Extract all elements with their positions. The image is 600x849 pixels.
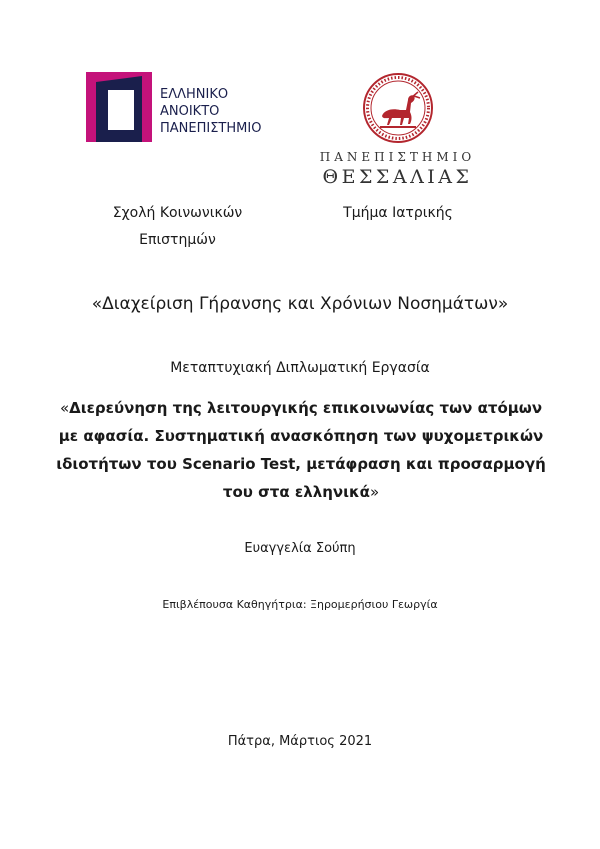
thesis-title xyxy=(56,394,546,506)
uth-seal-icon xyxy=(362,72,434,144)
uth-name-line-1: ΠΑΝΕΠΙΣΤΗΜΙΟ xyxy=(319,150,476,164)
author-name: Ευαγγελία Σούπη xyxy=(244,541,356,556)
eap-line-2: ΑΝΟΙΚΤΟ xyxy=(160,104,220,119)
quote-close: » xyxy=(369,483,380,501)
eap-line-1: ΕΛΛΗΝΙΚΟ xyxy=(160,87,229,102)
quote-open: « xyxy=(59,399,70,417)
thesis-title-text: Διερεύνηση της λειτουργικής επικοινωνίας των ατόμων με αφασία. Συστηματική ανασκόπηση των ψυχομετρικών ιδιοτήτων του Scenario Test, μετάφραση και προσαρμογή του στα ελληνικά xyxy=(56,399,546,501)
department-name: Τμήμα Ιατρικής xyxy=(343,205,453,221)
eap-line-3: ΠΑΝΕΠΙΣΤΗΜΙΟ xyxy=(160,121,262,136)
program-title: «Διαχείριση Γήρανσης και Χρόνιων Νοσημάτων» xyxy=(91,294,509,314)
supervisor: Επιβλέπουσα Καθηγήτρια: Ξηρομερήσιου Γεωργία xyxy=(162,598,438,611)
school-name: Σχολή Κοινωνικών Επιστημών xyxy=(112,205,243,248)
eap-logo-text xyxy=(160,86,290,137)
thesis-type: Μεταπτυχιακή Διπλωματική Εργασία xyxy=(170,360,430,376)
uth-name-line-2: ΘΕΣΣΑΛΙΑΣ xyxy=(322,166,473,188)
place-date: Πάτρα, Μάρτιος 2021 xyxy=(227,734,373,749)
